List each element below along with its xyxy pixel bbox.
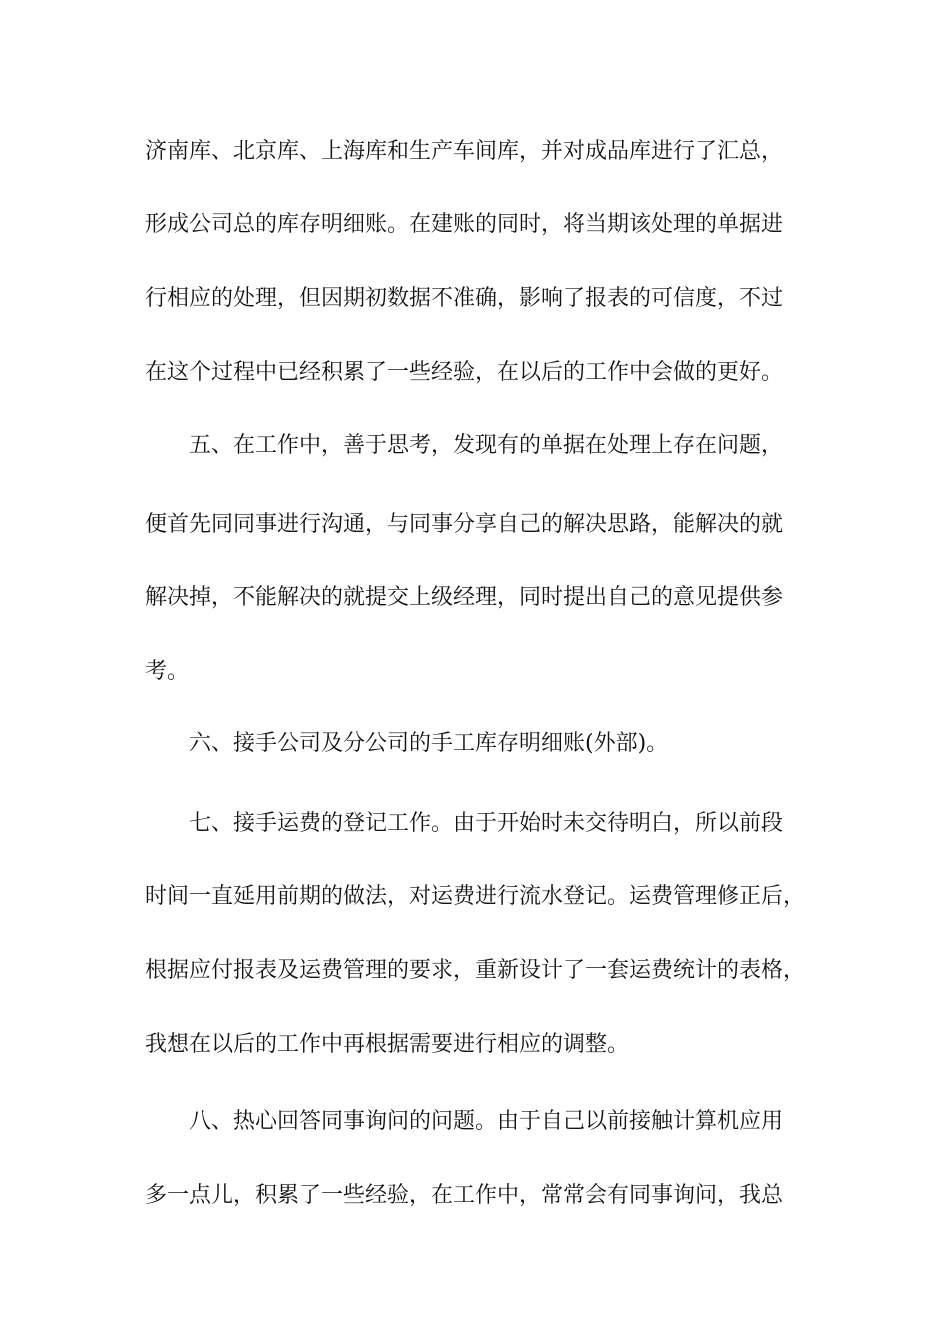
text-line-1: 济南库、北京库、上海库和生产车间库，并对成品库进行了汇总，	[145, 139, 784, 164]
paragraph-six-line: 六、接手公司及分公司的手工库存明细账(外部)。	[189, 731, 669, 756]
text-line-2: 形成公司总的库存明细账。在建账的同时，将当期该处理的单据进	[145, 212, 784, 237]
text-line-4: 在这个过程中已经积累了一些经验，在以后的工作中会做的更好。	[145, 360, 784, 385]
text-line-7: 解决掉，不能解决的就提交上级经理，同时提出自己的意见提供参	[145, 585, 784, 610]
paragraph-seven-heading-line: 七、接手运费的登记工作。由于开始时未交待明白，所以前段	[189, 811, 784, 836]
text-line-12: 根据应付报表及运费管理的要求，重新设计了一套运费统计的表格，	[145, 958, 806, 983]
text-line-8: 考。	[145, 659, 190, 684]
paragraph-five-heading-line: 五、在工作中，善于思考，发现有的单据在处理上存在问题，	[189, 433, 784, 458]
text-line-3: 行相应的处理，但因期初数据不准确，影响了报表的可信度，不过	[145, 286, 784, 311]
text-line-13: 我想在以后的工作中再根据需要进行相应的调整。	[145, 1032, 630, 1057]
text-line-15: 多一点儿，积累了一些经验，在工作中，常常会有同事询问，我总	[145, 1183, 784, 1208]
paragraph-eight-heading-line: 八、热心回答同事询问的问题。由于自己以前接触计算机应用	[189, 1109, 784, 1134]
text-line-6: 便首先同同事进行沟通，与同事分享自己的解决思路，能解决的就	[145, 512, 784, 537]
text-line-11: 时间一直延用前期的做法，对运费进行流水登记。运费管理修正后，	[145, 884, 806, 909]
